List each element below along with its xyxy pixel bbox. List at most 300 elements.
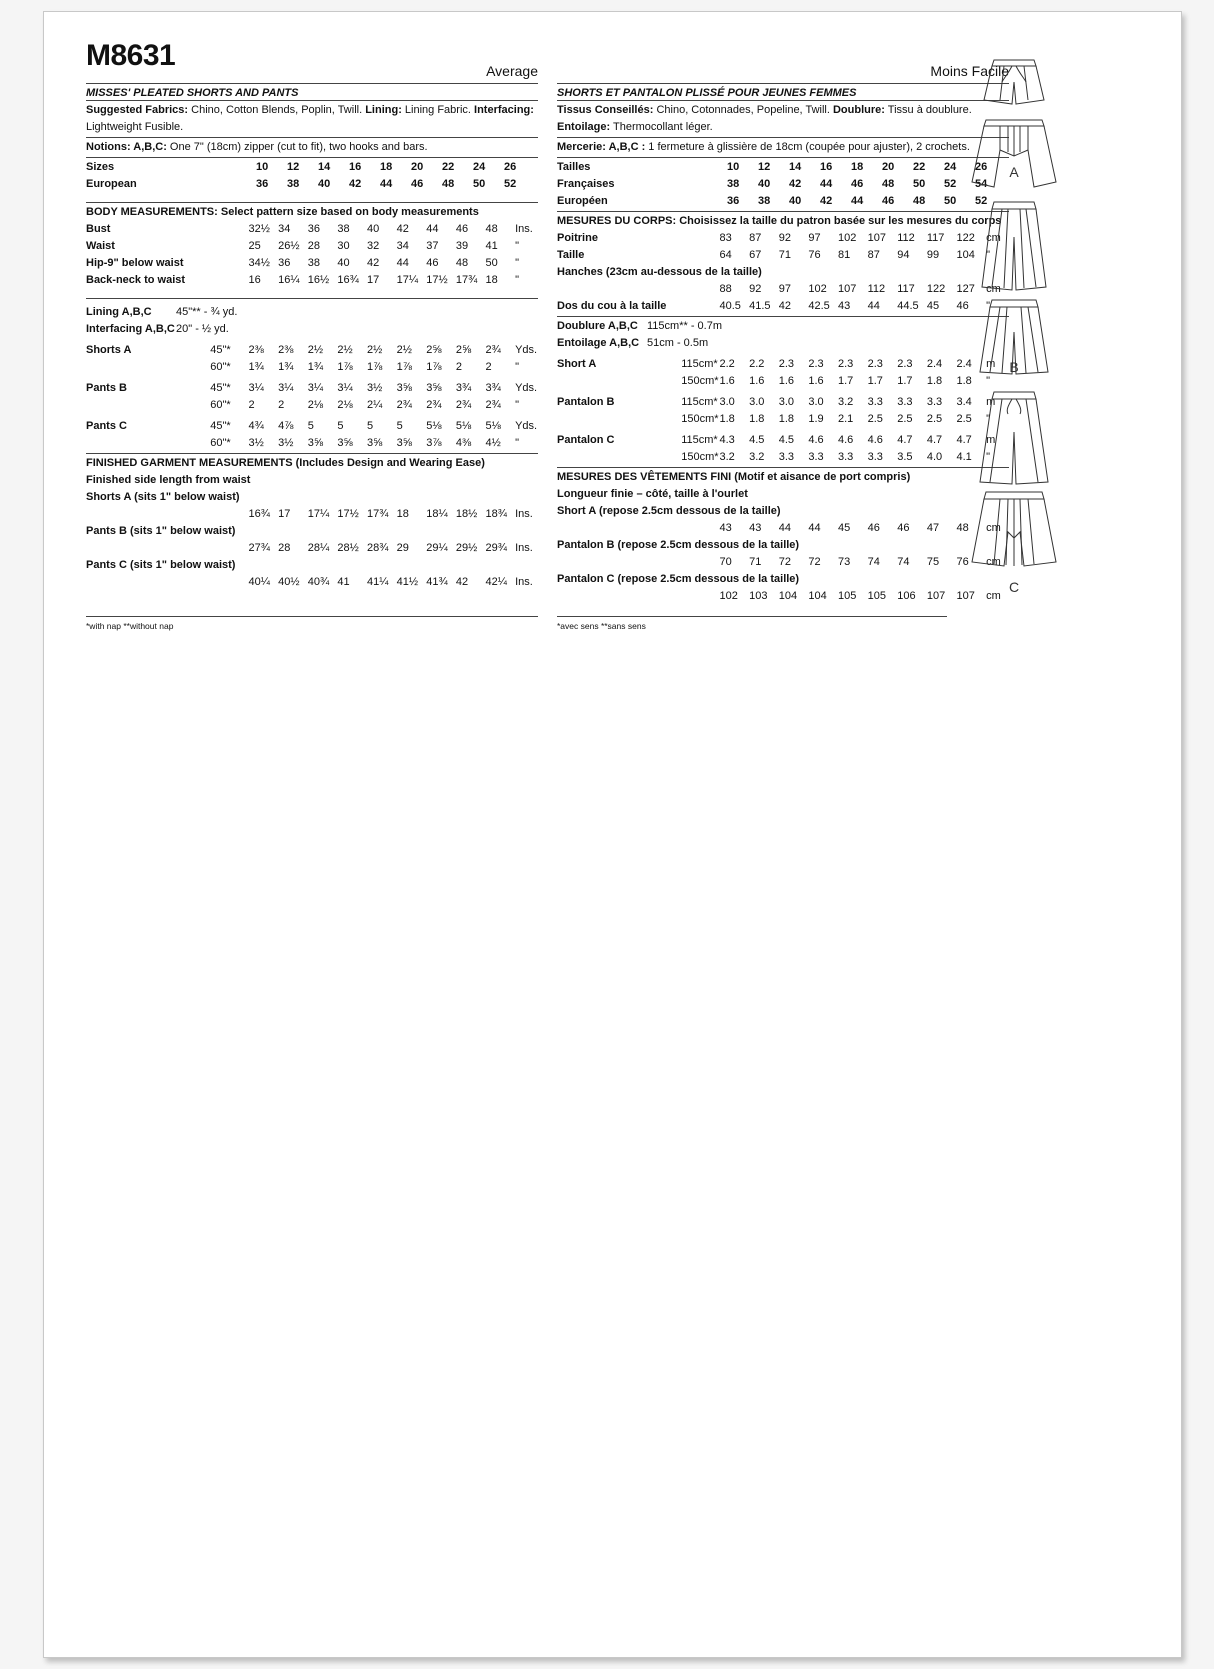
- value-cell: 3.0: [808, 396, 824, 408]
- value-cell: 2⅜: [248, 344, 264, 356]
- value-cell: 97: [808, 232, 821, 244]
- value-cell: 1.7: [897, 375, 913, 387]
- yardage-row: [557, 356, 1009, 373]
- value-cell: 5: [307, 420, 314, 432]
- row-label: Européen: [557, 195, 608, 207]
- value-cell: 2.5: [956, 413, 972, 425]
- value-cell: 3.0: [749, 396, 765, 408]
- value-cell: 112: [867, 283, 886, 295]
- body-row: [557, 247, 1009, 264]
- value-cell: 2.3: [897, 358, 913, 370]
- value-cell: 20: [882, 161, 895, 173]
- unit-cell: cm: [986, 590, 1001, 602]
- width-cell: 150cm*: [681, 451, 719, 463]
- value-cell: 4½: [485, 437, 501, 449]
- value-cell: 3¼: [307, 382, 323, 394]
- value-cell: 72: [778, 556, 791, 568]
- value-cell: 40: [789, 195, 802, 207]
- value-cell: 1.6: [719, 375, 735, 387]
- value-cell: 107: [926, 590, 946, 602]
- value-cell: 44: [426, 223, 439, 235]
- width-cell: 45"*: [210, 420, 231, 432]
- value-cell: 3.2: [719, 451, 735, 463]
- row-label: European: [86, 178, 137, 190]
- header-fr: [557, 54, 1009, 84]
- value-cell: 47: [926, 522, 940, 534]
- unit-cell: ": [986, 413, 990, 425]
- view-c-label: C: [1008, 579, 1020, 595]
- value-cell: 2: [455, 361, 462, 373]
- row-label: Sizes: [86, 161, 115, 173]
- value-cell: 3⅝: [366, 437, 383, 449]
- value-cell: 1¾: [278, 361, 294, 373]
- value-cell: 4.6: [837, 434, 854, 446]
- value-cell: 48: [913, 195, 926, 207]
- value-cell: 48: [956, 522, 969, 534]
- value-cell: 36: [727, 195, 740, 207]
- yardage-row: [86, 380, 538, 397]
- value-cell: 29½: [455, 542, 478, 554]
- value-cell: 1.7: [837, 375, 854, 387]
- unit-cell: cm: [986, 232, 1001, 244]
- unit-cell: m: [986, 396, 996, 408]
- difficulty-level: Average: [486, 63, 538, 79]
- view-b-front-icon: [982, 202, 1046, 290]
- value-cell: 14: [789, 161, 802, 173]
- value-cell: 24: [473, 161, 486, 173]
- value-cell: 2: [248, 399, 255, 411]
- hanches-label: Hanches (23cm au-dessous de la taille): [557, 266, 762, 278]
- finished-row: [86, 574, 538, 591]
- value-cell: 26: [975, 161, 988, 173]
- lining-row-fr: Doublure A,B,C 115cm** - 0.7m: [557, 320, 722, 332]
- value-cell: 45: [926, 300, 940, 312]
- yardage-row: [557, 394, 1009, 411]
- value-cell: 36: [278, 257, 291, 269]
- value-cell: 40: [337, 257, 350, 269]
- value-cell: 4¾: [248, 420, 264, 432]
- value-cell: 2.3: [867, 358, 883, 370]
- finished-label: Short A (repose 2.5cm dessous de la taille): [557, 505, 781, 517]
- value-cell: 18: [396, 508, 409, 520]
- value-cell: 44: [380, 178, 393, 190]
- value-cell: 42¼: [485, 576, 507, 588]
- value-cell: 102: [808, 283, 827, 295]
- row-label: Poitrine: [557, 232, 598, 244]
- value-cell: 18½: [455, 508, 478, 520]
- value-cell: 3¾: [485, 382, 501, 394]
- value-cell: 1⅞: [366, 361, 383, 373]
- unit-cell: ": [515, 240, 519, 252]
- finished-section: [86, 454, 538, 592]
- value-cell: 94: [897, 249, 910, 261]
- value-cell: 18: [485, 274, 498, 286]
- value-cell: 32½: [248, 223, 270, 235]
- value-cell: 2.3: [778, 358, 794, 370]
- value-cell: 52: [975, 195, 988, 207]
- value-cell: 14: [318, 161, 331, 173]
- europeen-row: [557, 193, 1009, 210]
- value-cell: 45: [837, 522, 851, 534]
- unit-cell: ": [986, 249, 990, 261]
- value-cell: 44: [820, 178, 833, 190]
- value-cell: 2.5: [897, 413, 913, 425]
- value-cell: 28¾: [366, 542, 389, 554]
- value-cell: 1.8: [749, 413, 765, 425]
- unit-cell: cm: [986, 556, 1001, 568]
- row-label: Françaises: [557, 178, 615, 190]
- value-cell: 2.3: [808, 358, 824, 370]
- value-cell: 18¾: [485, 508, 507, 520]
- value-cell: 104: [808, 590, 827, 602]
- fabrics-section-fr: Tissus Conseillés: Chino, Cotonnades, Popeline, Twill. Doublure: Tissu à doublure. Entoilage: Thermocollant léger.: [557, 101, 1009, 138]
- value-cell: 102: [837, 232, 857, 244]
- footnote-en: *with nap **without nap: [86, 616, 538, 631]
- value-cell: 34½: [248, 257, 270, 269]
- value-cell: 122: [956, 232, 975, 244]
- value-cell: 71: [778, 249, 791, 261]
- body-heading: BODY MEASUREMENTS: Select pattern size based on body measurements: [86, 206, 479, 218]
- body-row: [557, 230, 1009, 247]
- value-cell: 3.3: [867, 396, 883, 408]
- value-cell: 46: [956, 300, 969, 312]
- value-cell: 3⅝: [396, 382, 412, 394]
- value-cell: 2¾: [485, 344, 501, 356]
- value-cell: 4⅜: [455, 437, 472, 449]
- value-cell: 42: [349, 178, 362, 190]
- finished-row: [557, 520, 1009, 537]
- pattern-title: MISSES' PLEATED SHORTS AND PANTS: [86, 84, 538, 101]
- value-cell: 122: [926, 283, 946, 295]
- value-cell: 38: [758, 195, 771, 207]
- sizes-row-fr: [557, 159, 1009, 176]
- value-cell: 5: [366, 420, 374, 432]
- body-row: [86, 272, 538, 289]
- value-cell: 30: [337, 240, 350, 252]
- value-cell: 50: [944, 195, 957, 207]
- value-cell: 43: [719, 522, 732, 534]
- value-cell: 2.2: [719, 358, 735, 370]
- value-cell: 3¼: [337, 382, 353, 394]
- value-cell: 4.7: [926, 434, 943, 446]
- value-cell: 2⅜: [278, 344, 294, 356]
- hanches-row: [557, 281, 1009, 298]
- unit-cell: ": [515, 257, 519, 269]
- finished-row: [86, 506, 538, 523]
- pattern-code: M8631: [86, 39, 176, 72]
- width-cell: 60"*: [210, 437, 231, 449]
- value-cell: 72: [808, 556, 821, 568]
- dos-row: [557, 298, 1009, 315]
- value-cell: 2.4: [926, 358, 943, 370]
- value-cell: 88: [719, 283, 732, 295]
- value-cell: 75: [926, 556, 940, 568]
- french-column: [557, 54, 1009, 606]
- sizes-section-fr: [557, 158, 1009, 212]
- value-cell: 2.5: [867, 413, 883, 425]
- value-cell: 50: [485, 257, 498, 269]
- view-b-label: B: [1009, 359, 1019, 375]
- yardage-row: [557, 432, 1009, 449]
- width-cell: 115cm*: [681, 396, 718, 408]
- value-cell: 25: [248, 240, 261, 252]
- value-cell: 3.4: [956, 396, 972, 408]
- value-cell: 42: [789, 178, 802, 190]
- lining-row: Lining A,B,C 45"** - ¾ yd.: [86, 306, 238, 318]
- value-cell: 41: [485, 240, 498, 252]
- value-cell: 28½: [337, 542, 359, 554]
- value-cell: 105: [837, 590, 857, 602]
- value-cell: 29¼: [426, 542, 448, 554]
- value-cell: 2⅝: [455, 344, 472, 356]
- body-measurements-section-fr: [557, 212, 1009, 317]
- width-cell: 150cm*: [681, 413, 719, 425]
- value-cell: 38: [307, 257, 320, 269]
- value-cell: 16¾: [337, 274, 359, 286]
- finished-subheading-fr: Longueur finie – côté, taille à l'ourlet: [557, 488, 748, 500]
- value-cell: 107: [837, 283, 857, 295]
- row-label: Tailles: [557, 161, 591, 173]
- value-cell: 2⅝: [426, 344, 442, 356]
- value-cell: 3.2: [837, 396, 854, 408]
- value-cell: 104: [956, 249, 975, 261]
- value-cell: 1¾: [248, 361, 264, 373]
- value-cell: 3.0: [778, 396, 794, 408]
- value-cell: 40¼: [248, 576, 270, 588]
- value-cell: 4.0: [926, 451, 943, 463]
- value-cell: 41¾: [426, 576, 448, 588]
- unit-cell: cm: [986, 522, 1001, 534]
- unit-cell: Ins.: [515, 542, 533, 554]
- value-cell: 16½: [307, 274, 330, 286]
- yardage-row: [557, 411, 1009, 428]
- value-cell: 24: [944, 161, 957, 173]
- unit-cell: Yds.: [515, 382, 538, 394]
- value-cell: 1⅞: [337, 361, 353, 373]
- value-cell: 4.6: [867, 434, 883, 446]
- value-cell: 1.9: [808, 413, 824, 425]
- row-label: Dos du cou à la taille: [557, 300, 667, 312]
- view-a-label: A: [1009, 164, 1019, 180]
- value-cell: 3½: [248, 437, 264, 449]
- value-cell: 3½: [366, 382, 383, 394]
- value-cell: 18: [851, 161, 864, 173]
- value-cell: 28¼: [307, 542, 330, 554]
- row-label: Short A: [557, 358, 597, 370]
- value-cell: 2¾: [396, 399, 412, 411]
- row-label: Pants C: [86, 420, 127, 432]
- value-cell: 3.0: [719, 396, 735, 408]
- value-cell: 16: [248, 274, 261, 286]
- value-cell: 3.3: [808, 451, 824, 463]
- value-cell: 2.1: [837, 413, 854, 425]
- value-cell: 1.8: [719, 413, 735, 425]
- finished-label: Pantalon B (repose 2.5cm dessous de la taille): [557, 539, 800, 551]
- value-cell: 17½: [337, 508, 359, 520]
- unit-cell: Ins.: [515, 576, 533, 588]
- value-cell: 28: [307, 240, 320, 252]
- row-label: Waist: [86, 240, 115, 252]
- francaises-row: [557, 176, 1009, 193]
- value-cell: 44: [396, 257, 409, 269]
- value-cell: 42: [455, 576, 469, 588]
- value-cell: 52: [504, 178, 517, 190]
- width-cell: 45"*: [210, 382, 231, 394]
- finished-row: [557, 554, 1009, 571]
- yardage-row: [86, 342, 538, 359]
- unit-cell: ": [986, 300, 990, 312]
- unit-cell: Yds.: [515, 420, 538, 432]
- yardage-row: [86, 435, 538, 452]
- value-cell: 5: [337, 420, 344, 432]
- value-cell: 41.5: [749, 300, 771, 312]
- value-cell: 3¼: [278, 382, 294, 394]
- value-cell: 41¼: [366, 576, 389, 588]
- view-a-front-icon: [984, 60, 1044, 104]
- value-cell: 4.3: [719, 434, 735, 446]
- value-cell: 54: [975, 178, 988, 190]
- body-row: [86, 238, 538, 255]
- value-cell: 81: [837, 249, 851, 261]
- value-cell: 3⅞: [426, 437, 442, 449]
- value-cell: 3.3: [778, 451, 794, 463]
- value-cell: 5: [396, 420, 403, 432]
- value-cell: 44.5: [897, 300, 919, 312]
- value-cell: 2⅛: [337, 399, 353, 411]
- value-cell: 73: [837, 556, 851, 568]
- finished-heading-fr: MESURES DES VÊTEMENTS FINI (Motif et aisance de port compris): [557, 471, 911, 483]
- value-cell: 1.8: [926, 375, 943, 387]
- value-cell: 2: [278, 399, 285, 411]
- footnote-fr: *avec sens **sans sens: [557, 616, 947, 631]
- unit-cell: Ins.: [515, 508, 533, 520]
- yardage-row: [86, 418, 538, 435]
- unit-cell: m: [986, 434, 996, 446]
- value-cell: 76: [808, 249, 821, 261]
- notions-section-fr: Mercerie: A,B,C : 1 fermeture à glissière de 18cm (coupée pour ajuster), 2 crochets.: [557, 138, 1009, 158]
- finished-section-fr: [557, 468, 1009, 606]
- value-cell: 48: [442, 178, 455, 190]
- value-cell: 42: [366, 257, 380, 269]
- value-cell: 2: [485, 361, 492, 373]
- value-cell: 38: [287, 178, 300, 190]
- value-cell: 1.6: [749, 375, 765, 387]
- value-cell: 1.7: [867, 375, 883, 387]
- value-cell: 5⅛: [485, 420, 501, 432]
- value-cell: 2½: [396, 344, 412, 356]
- value-cell: 34: [396, 240, 409, 252]
- value-cell: 4.5: [749, 434, 765, 446]
- value-cell: 44: [867, 300, 880, 312]
- value-cell: 29¾: [485, 542, 507, 554]
- value-cell: 18¼: [426, 508, 448, 520]
- row-label: Back-neck to waist: [86, 274, 186, 286]
- row-label: Taille: [557, 249, 585, 261]
- yardage-section-fr: [557, 317, 1009, 468]
- view-c-front-icon: [980, 392, 1048, 484]
- value-cell: 1.6: [778, 375, 794, 387]
- value-cell: 46: [851, 178, 864, 190]
- yardage-row: [557, 373, 1009, 390]
- value-cell: 17: [366, 274, 380, 286]
- unit-cell: Ins.: [515, 223, 533, 235]
- value-cell: 92: [778, 232, 791, 244]
- value-cell: 102: [719, 590, 738, 602]
- value-cell: 12: [287, 161, 300, 173]
- value-cell: 42: [820, 195, 833, 207]
- value-cell: 17: [278, 508, 291, 520]
- value-cell: 41½: [396, 576, 418, 588]
- value-cell: 3.3: [837, 451, 854, 463]
- value-cell: 2½: [366, 344, 383, 356]
- value-cell: 36: [256, 178, 269, 190]
- unit-cell: cm: [986, 283, 1001, 295]
- value-cell: 17¾: [455, 274, 478, 286]
- value-cell: 41: [337, 576, 350, 588]
- value-cell: 44: [808, 522, 821, 534]
- value-cell: 1¾: [307, 361, 323, 373]
- value-cell: 46: [411, 178, 424, 190]
- sizes-section: [86, 158, 538, 203]
- value-cell: 28: [278, 542, 291, 554]
- value-cell: 2¼: [366, 399, 383, 411]
- body-row: [86, 255, 538, 272]
- value-cell: 76: [956, 556, 969, 568]
- value-cell: 3⅝: [426, 382, 442, 394]
- value-cell: 16: [820, 161, 833, 173]
- value-cell: 2¾: [455, 399, 472, 411]
- value-cell: 29: [396, 542, 409, 554]
- value-cell: 4.7: [956, 434, 972, 446]
- view-sketches: [964, 52, 1064, 632]
- difficulty-level-fr: Moins Facile: [930, 63, 1009, 79]
- unit-cell: ": [515, 274, 519, 286]
- unit-cell: ": [515, 399, 519, 411]
- value-cell: 70: [719, 556, 732, 568]
- value-cell: 40: [758, 178, 771, 190]
- value-cell: 40¾: [307, 576, 330, 588]
- value-cell: 3.2: [749, 451, 765, 463]
- value-cell: 42: [396, 223, 409, 235]
- value-cell: 1.8: [778, 413, 794, 425]
- row-label: Shorts A: [86, 344, 132, 356]
- pattern-sheet: [43, 11, 1182, 1658]
- body-heading-fr: MESURES DU CORPS: Choisissez la taille du patron basée sur les mesures du corps: [557, 215, 1002, 227]
- value-cell: 16¼: [278, 274, 300, 286]
- value-cell: 71: [749, 556, 762, 568]
- finished-label: Pantalon C (repose 2.5cm dessous de la taille): [557, 573, 800, 585]
- width-cell: 115cm*: [681, 358, 718, 370]
- value-cell: 18: [380, 161, 393, 173]
- value-cell: 46: [867, 522, 880, 534]
- value-cell: 87: [749, 232, 762, 244]
- value-cell: 3¼: [248, 382, 264, 394]
- view-c-back-icon: [972, 492, 1056, 566]
- value-cell: 34: [278, 223, 291, 235]
- width-cell: 150cm*: [681, 375, 719, 387]
- value-cell: 97: [778, 283, 791, 295]
- value-cell: 36: [307, 223, 320, 235]
- unit-cell: m: [986, 358, 996, 370]
- value-cell: 40: [366, 223, 380, 235]
- value-cell: 3⅝: [307, 437, 323, 449]
- value-cell: 4⅞: [278, 420, 294, 432]
- value-cell: 4.6: [808, 434, 824, 446]
- interfacing-row: Interfacing A,B,C 20" - ½ yd.: [86, 323, 229, 335]
- row-label: Pantalon C: [557, 434, 615, 446]
- value-cell: 12: [758, 161, 771, 173]
- width-cell: 60"*: [210, 361, 231, 373]
